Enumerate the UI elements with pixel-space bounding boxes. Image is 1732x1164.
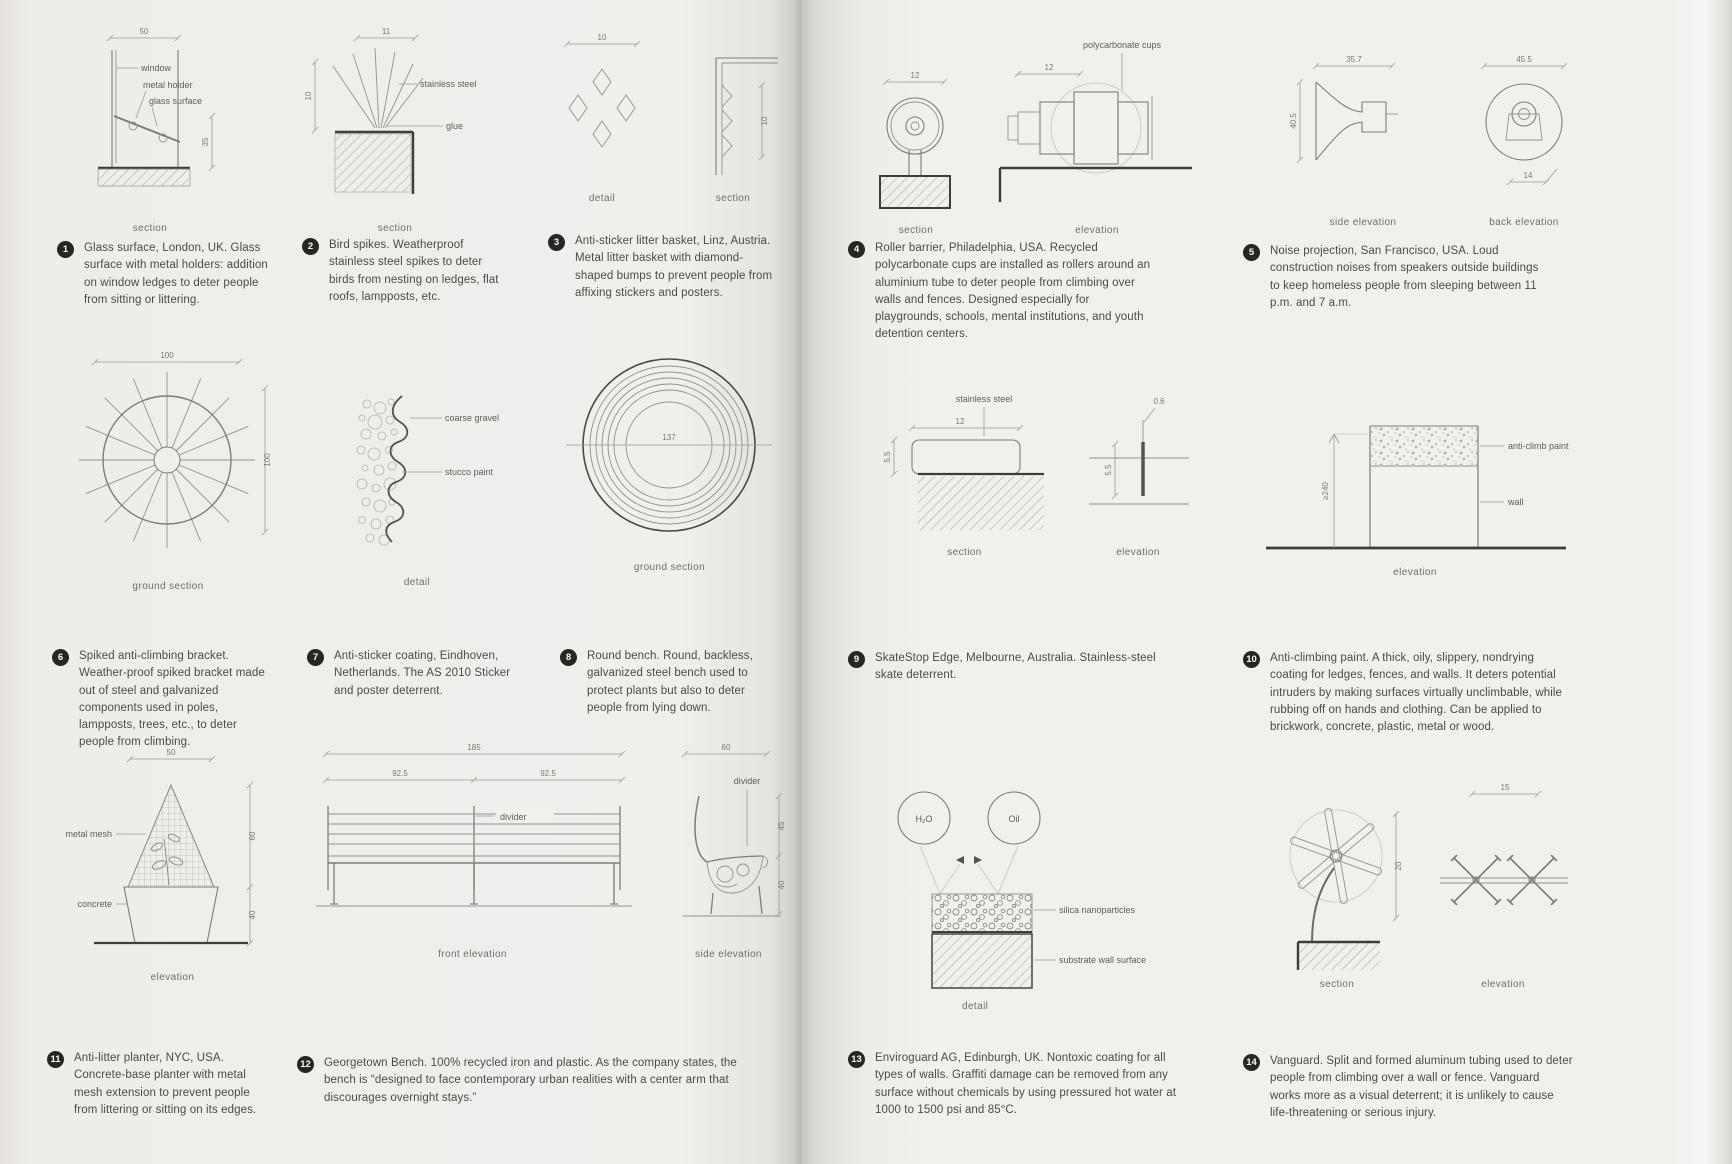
caption-text: Anti-climbing paint. A thick, oily, slippery, nondrying coating for ledges, fences, and walls. It deters potential intruders by making surfaces virtually unclimbable, while rubbing off on hands and clothing. Can be applied to brickwork, concrete, plastic, metal or wood. <box>1270 652 1563 733</box>
dim-label: 60 <box>248 831 257 841</box>
figure-8 <box>552 345 787 573</box>
dim-label: 10 <box>597 33 607 42</box>
view-label: detail <box>962 1001 989 1012</box>
figure-14 <box>1262 772 1578 990</box>
caption-7 <box>307 648 527 700</box>
view-label: ground section <box>633 562 706 573</box>
part-label: divider <box>500 812 527 822</box>
dim-label: 60 <box>721 743 731 752</box>
view-label: elevation <box>1075 225 1119 236</box>
diagram-litter-basket-detail <box>542 30 662 188</box>
dim-label: 137 <box>662 433 676 442</box>
part-label: divider <box>733 776 761 786</box>
dim-label: 100 <box>160 351 174 360</box>
diagram-planter <box>60 735 285 967</box>
part-label: glue <box>446 121 464 131</box>
view-label: section <box>715 193 751 204</box>
arrow-right-icon <box>974 856 982 864</box>
part-label: stainless steel <box>955 394 1013 404</box>
item-number-badge: 3 <box>548 234 565 251</box>
item-number-badge: 7 <box>307 649 324 666</box>
figure-6 <box>55 348 281 592</box>
part-label: window <box>141 63 172 73</box>
diagram-bench-front <box>300 738 645 944</box>
item-number-badge: 12 <box>297 1056 314 1073</box>
dim-label: 50 <box>166 748 176 757</box>
dim-label: 35.7 <box>1346 55 1362 64</box>
view-label: ground section <box>132 581 204 592</box>
diagram-glass-surface <box>50 20 250 218</box>
dim-label: 40 <box>248 910 257 920</box>
diagram-vanguard-elevation <box>1428 772 1578 974</box>
caption-2 <box>302 237 507 306</box>
figure-11 <box>60 735 285 983</box>
view-label: section <box>377 223 413 234</box>
item-number-badge: 1 <box>57 241 74 258</box>
part-label: substrate wall surface <box>1059 955 1147 965</box>
item-number-badge: 11 <box>47 1051 64 1068</box>
caption-text: Bird spikes. Weatherproof stainless steel spikes to deter birds from nesting on ledges, flat roofs, lampposts, etc. <box>329 239 499 303</box>
view-label: elevation <box>1116 547 1160 558</box>
view-label: section <box>1319 979 1355 990</box>
dim-label: 50 <box>139 27 149 36</box>
dim-label: 10 <box>760 116 769 126</box>
part-label: metal holder <box>143 80 193 90</box>
view-label: section <box>947 547 982 558</box>
figure-12 <box>300 738 796 960</box>
caption-10 <box>1243 650 1573 736</box>
dim-label: 35 <box>201 137 210 147</box>
dim-label: 0.6 <box>1153 397 1165 406</box>
figure-3 <box>542 30 788 204</box>
dim-label: 14 <box>1523 171 1533 180</box>
view-label: elevation <box>1393 567 1437 578</box>
dim-label: 20 <box>1394 861 1403 871</box>
dim-label: 5.5 <box>1104 464 1113 476</box>
caption-9 <box>848 650 1168 685</box>
caption-11 <box>47 1050 262 1119</box>
diagram-spiked-bracket <box>55 348 281 576</box>
caption-4 <box>848 240 1153 344</box>
figure-2 <box>295 22 495 234</box>
part-label: silica nanoparticles <box>1059 905 1136 915</box>
figure-5 <box>1288 48 1594 228</box>
caption-1 <box>57 240 272 309</box>
caption-text: Anti-sticker coating, Eindhoven, Netherlands. The AS 2010 Sticker and poster deterrent. <box>334 650 511 697</box>
item-number-badge: 14 <box>1243 1054 1260 1071</box>
caption-text: Enviroguard AG, Edinburgh, UK. Nontoxic coating for all types of walls. Graffiti damage can be removed from any surface without chemicals by using pressured hot water at 1000 to 1500 psi and 85°C. <box>875 1052 1177 1116</box>
diagram-round-bench <box>552 345 787 557</box>
view-label: elevation <box>1481 979 1525 990</box>
view-label: section <box>898 225 934 236</box>
part-label: glass surface <box>149 96 203 106</box>
item-number-badge: 4 <box>848 241 865 258</box>
item-number-badge: 5 <box>1243 244 1260 261</box>
item-number-badge: 9 <box>848 651 865 668</box>
figure-7 <box>312 366 522 588</box>
caption-text: Anti-sticker litter basket, Linz, Austria. Metal litter basket with diamond-shaped bumps to prevent people from affixing stickers and posters. <box>575 235 773 299</box>
arrow-left-icon <box>956 856 964 864</box>
view-label: side elevation <box>1329 217 1397 228</box>
caption-8 <box>560 648 775 717</box>
caption-text: Spiked anti-climbing bracket. Weather-proof spiked bracket made out of steel and galvanized components used in poles, lampposts, trees, etc., to deter people from climbing. <box>79 650 265 749</box>
part-label: wall <box>1508 497 1524 507</box>
item-number-badge: 8 <box>560 649 577 666</box>
dim-label: ≥240 <box>1321 482 1330 500</box>
dim-label: 40 <box>777 880 786 890</box>
caption-text: Round bench. Round, backless, galvanized steel bench used to protect plants but also to deter people from lying down. <box>587 650 753 714</box>
diagram-vanguard-section <box>1262 772 1412 974</box>
diagram-bird-spikes <box>295 22 495 218</box>
diagram-anticlimb-paint <box>1250 390 1580 562</box>
caption-5 <box>1243 243 1543 312</box>
dim-label: 5.5 <box>883 451 892 463</box>
caption-text: Roller barrier, Philadelphia, USA. Recycled polycarbonate cups are installed as rollers around an aluminium tube to deter people from climbing over walls and fences. Designed especially for playgrounds, schools, mental institutions, and youth detention centers. <box>875 242 1151 341</box>
item-number-badge: 10 <box>1243 651 1260 668</box>
view-label: side elevation <box>695 949 762 960</box>
view-label: detail <box>588 193 616 204</box>
diagram-speaker-side <box>1288 48 1438 212</box>
part-label: stucco paint <box>445 467 494 477</box>
caption-6 <box>52 648 267 752</box>
part-label: stainless steel <box>420 79 477 89</box>
diagram-skatestop-elevation <box>1073 390 1203 542</box>
figure-9 <box>872 390 1203 558</box>
dim-label: 10 <box>304 91 313 101</box>
diagram-stucco-coating <box>312 366 522 572</box>
diagram-roller-section <box>856 60 976 220</box>
dim-label: 11 <box>381 27 391 36</box>
caption-12 <box>297 1055 742 1107</box>
view-label: front elevation <box>438 949 507 960</box>
dim-label: 40.5 <box>1289 113 1298 129</box>
diagram-enviroguard <box>862 768 1172 996</box>
dim-label: 185 <box>467 743 481 752</box>
item-number-badge: 13 <box>848 1051 865 1068</box>
dim-label: 15 <box>1500 783 1510 792</box>
caption-14 <box>1243 1053 1573 1122</box>
caption-text: Vanguard. Split and formed aluminum tubing used to deter people from climbing over a wall or fence. Vanguard works more as a visual deterrent; it is unlikely to cause life-threatening or serious injury. <box>1270 1055 1573 1119</box>
caption-text: Georgetown Bench. 100% recycled iron and plastic. As the company states, the bench is “designed to face contemporary urban realities with a center arm that discourages overnight stays.” <box>324 1057 737 1104</box>
diagram-speaker-back <box>1454 48 1594 212</box>
diagram-litter-basket-section <box>678 30 788 188</box>
dim-label: 45 <box>777 821 786 831</box>
caption-text: Noise projection, San Francisco, USA. Loud construction noises from speakers outside buildings to keep homeless people from sleeping between 11 p.m. and 7 a.m. <box>1270 245 1539 309</box>
dim-label: 45.5 <box>1516 55 1532 64</box>
dim-label: 100 <box>263 453 272 467</box>
view-label: elevation <box>150 972 195 983</box>
figure-13 <box>862 768 1172 1012</box>
part-label: H₂O <box>915 814 933 824</box>
caption-3 <box>548 233 773 302</box>
part-label: Oil <box>1008 814 1020 824</box>
figure-10 <box>1250 390 1580 578</box>
dim-label: 12 <box>1044 63 1054 72</box>
dim-label: 12 <box>955 417 965 426</box>
part-label: coarse gravel <box>445 413 500 423</box>
caption-text: Glass surface, London, UK. Glass surface with metal holders: addition on window ledges to deter people from sitting or littering. <box>84 242 268 306</box>
part-label: concrete <box>77 899 112 909</box>
part-label: polycarbonate cups <box>1082 40 1162 50</box>
diagram-roller-elevation <box>992 36 1202 220</box>
view-label: section <box>132 223 168 234</box>
diagram-skatestop-section <box>872 390 1057 542</box>
caption-text: Anti-litter planter, NYC, USA. Concrete-base planter with metal mesh extension to prevent people from littering or sitting on its edges. <box>74 1052 257 1116</box>
figure-4 <box>856 36 1202 236</box>
view-label: detail <box>403 577 431 588</box>
figure-1 <box>50 20 250 234</box>
view-label: back elevation <box>1489 217 1559 228</box>
item-number-badge: 2 <box>302 238 319 255</box>
diagram-bench-side <box>661 738 796 944</box>
dim-label: 92.5 <box>540 769 556 778</box>
caption-13 <box>848 1050 1178 1119</box>
dim-label: 12 <box>910 71 920 80</box>
caption-text: SkateStop Edge, Melbourne, Australia. Stainless-steel skate deterrent. <box>875 652 1156 682</box>
dim-label: 92.5 <box>392 769 408 778</box>
part-label: metal mesh <box>65 829 112 839</box>
part-label: anti-climb paint <box>1508 441 1569 451</box>
item-number-badge: 6 <box>52 649 69 666</box>
